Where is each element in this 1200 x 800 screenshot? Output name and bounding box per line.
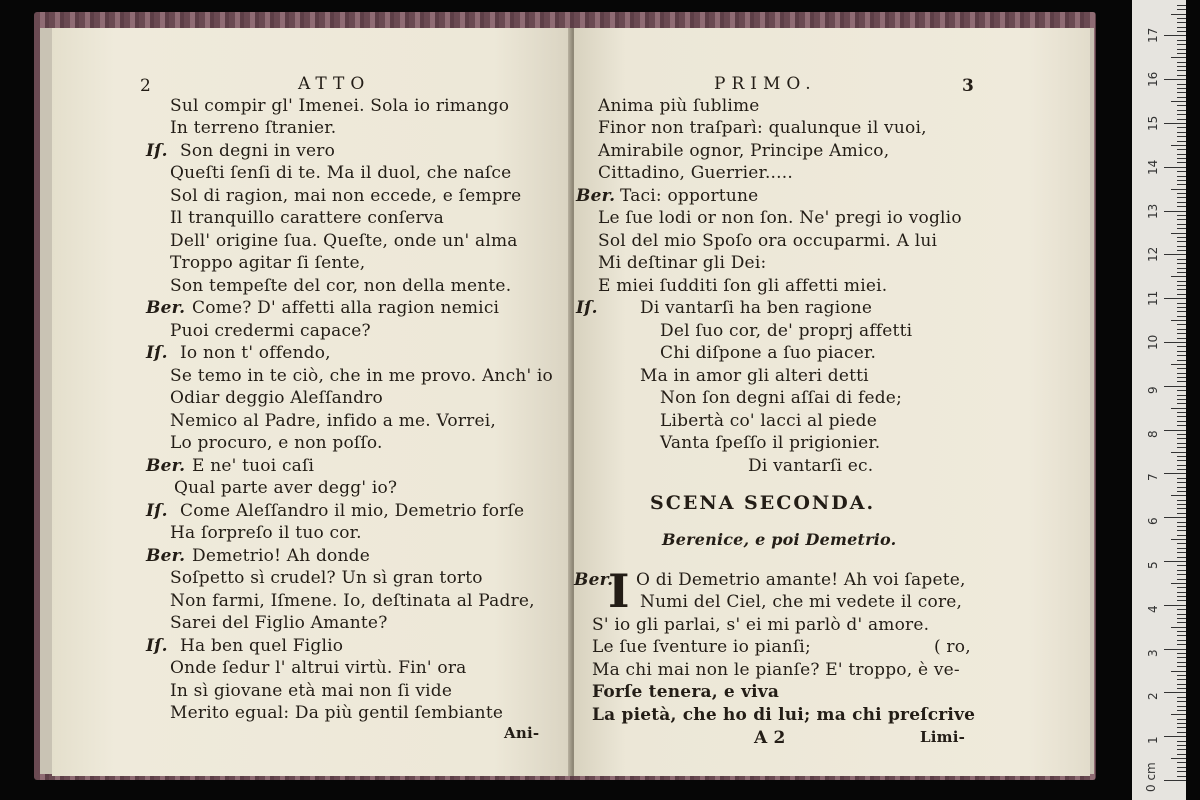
ruler-tick: [1177, 272, 1186, 273]
ruler-tick: [1177, 141, 1186, 142]
ruler-tick: [1171, 145, 1186, 146]
text-line: Cittadino, Guerrier.....: [598, 163, 793, 183]
text-line: Onde ſedur l' altrui virtù. Fin' ora: [170, 658, 467, 678]
ruler-tick: [1177, 281, 1186, 282]
ruler-tick: [1177, 136, 1186, 137]
ruler-tick: [1177, 158, 1186, 159]
ruler-tick: [1177, 745, 1186, 746]
ruler-tick: [1177, 9, 1186, 10]
ruler-tick: [1177, 206, 1186, 207]
ruler-tick: [1164, 211, 1186, 212]
dropcap: I: [608, 564, 630, 618]
ruler-tick: [1164, 123, 1186, 124]
ruler-number: 17: [1146, 28, 1160, 44]
ruler-tick: [1177, 197, 1186, 198]
ruler-tick: [1164, 167, 1186, 168]
text-line: Chi diſpone a ſuo piacer.: [660, 343, 877, 363]
ruler-tick: [1177, 425, 1186, 426]
ruler-tick: [1177, 438, 1186, 439]
ruler-tick: [1177, 416, 1186, 417]
ruler-tick: [1164, 430, 1186, 431]
ruler-tick: [1177, 5, 1186, 6]
text-line: Io non t' offendo,: [180, 343, 331, 363]
speaker-label: Ber.: [146, 298, 186, 318]
speaker-label: Iſ.: [146, 343, 168, 363]
ruler-tick: [1164, 736, 1186, 737]
ruler-tick: [1177, 311, 1186, 312]
ruler-tick: [1177, 88, 1186, 89]
ruler-number: 16: [1146, 71, 1160, 88]
ruler-tick: [1171, 627, 1186, 628]
text-line: Libertà co' lacci al piede: [660, 411, 877, 431]
ruler-tick: [1177, 675, 1186, 676]
ruler-tick: [1177, 460, 1186, 461]
ruler-tick: [1171, 276, 1186, 277]
ruler-tick: [1164, 692, 1186, 693]
ruler-tick: [1177, 684, 1186, 685]
text-line: Sarei del Figlio Amante?: [170, 613, 388, 633]
ruler-tick: [1164, 473, 1186, 474]
text-line: Vanta ſpeſſo il prigionier.: [660, 433, 881, 453]
text-line: Numi del Ciel, che mi vedete il core,: [640, 592, 963, 612]
text-line: Come? D' affetti alla ragion nemici: [192, 298, 500, 318]
ruler-tick: [1164, 561, 1186, 562]
ruler-tick: [1177, 508, 1186, 509]
ruler-tick: [1171, 364, 1186, 365]
ruler-number: 11: [1146, 290, 1160, 307]
ruler-tick: [1177, 40, 1186, 41]
ruler-tick: [1164, 386, 1186, 387]
ruler-tick: [1177, 592, 1186, 593]
ruler-tick: [1177, 180, 1186, 181]
ruler-tick: [1177, 162, 1186, 163]
text-line: Sol del mio Spoſo ora occuparmi. A lui: [598, 231, 938, 251]
ruler-number: 1: [1146, 736, 1160, 745]
ruler-tick: [1177, 412, 1186, 413]
text-line: Non farmi, Iſmene. Io, deſtinata al Padre,: [170, 591, 535, 611]
ruler-number: 7: [1146, 473, 1160, 482]
ruler-tick: [1177, 127, 1186, 128]
ruler-tick: [1177, 53, 1186, 54]
ruler-tick: [1177, 762, 1186, 763]
ruler-tick: [1177, 241, 1186, 242]
ruler-tick: [1171, 583, 1186, 584]
measuring-ruler: [1132, 0, 1186, 800]
text-line: E ne' tuoi caſi: [192, 456, 315, 476]
ruler-tick: [1177, 679, 1186, 680]
ruler-tick: [1177, 565, 1186, 566]
ruler-tick: [1177, 754, 1186, 755]
ruler-number: 3: [1146, 648, 1160, 657]
ruler-tick: [1177, 219, 1186, 220]
text-line: Ha ben quel Figlio: [180, 636, 344, 656]
ruler-tick: [1171, 14, 1186, 15]
ruler-tick: [1177, 237, 1186, 238]
text-line: Di vantarſi ec.: [748, 456, 874, 476]
text-line: Se temo in te ciò, che in me provo. Anch' io: [170, 366, 553, 386]
ruler-tick: [1177, 552, 1186, 553]
text-line: Soſpetto sì crudel? Un sì gran torto: [170, 568, 483, 588]
ruler-tick: [1177, 224, 1186, 225]
ruler-tick: [1177, 487, 1186, 488]
text-line: Nemico al Padre, infido a me. Vorrei,: [170, 411, 496, 431]
ruler-tick: [1177, 285, 1186, 286]
ruler-tick: [1177, 399, 1186, 400]
ruler-tick: [1177, 390, 1186, 391]
ruler-tick: [1177, 587, 1186, 588]
ruler-tick: [1171, 408, 1186, 409]
ruler-tick: [1177, 653, 1186, 654]
ruler-tick: [1171, 452, 1186, 453]
text-line: Son degni in vero: [180, 141, 336, 161]
ruler-tick: [1177, 360, 1186, 361]
text-line: Di vantarſi ha ben ragione: [640, 298, 873, 318]
ruler-tick: [1177, 307, 1186, 308]
text-line: Taci: opportune: [620, 186, 759, 206]
ruler-number: 15: [1146, 115, 1160, 131]
ruler-tick: [1177, 741, 1186, 742]
text-line: Mi deſtinar gli Dei:: [598, 253, 767, 273]
ruler-tick: [1177, 635, 1186, 636]
ruler-tick: [1177, 368, 1186, 369]
text-line: La pietà, che ho di lui; ma chi preſcrive: [592, 705, 976, 725]
ruler-tick: [1177, 723, 1186, 724]
ruler-tick: [1177, 395, 1186, 396]
ruler-tick: [1177, 596, 1186, 597]
ruler-tick: [1177, 289, 1186, 290]
text-line: Ha ſorpreſo il tuo cor.: [170, 523, 362, 543]
ruler-number: 14: [1146, 159, 1160, 175]
ruler-tick: [1177, 640, 1186, 641]
ruler-tick: [1177, 618, 1186, 619]
ruler-tick: [1177, 600, 1186, 601]
ruler-tick: [1171, 189, 1186, 190]
ruler-tick: [1177, 316, 1186, 317]
text-line: Lo procuro, e non poſſo.: [170, 433, 383, 453]
text-line: Demetrio! Ah donde: [192, 546, 370, 566]
ruler-number: 10: [1146, 334, 1160, 350]
ruler-tick: [1177, 154, 1186, 155]
ruler-number: 12: [1146, 247, 1160, 263]
ruler-tick: [1177, 548, 1186, 549]
ruler-tick: [1177, 303, 1186, 304]
ruler-tick: [1177, 482, 1186, 483]
ruler-tick: [1177, 18, 1186, 19]
speaker-label: Iſ.: [146, 141, 168, 161]
ruler-tick: [1177, 44, 1186, 45]
ruler-tick: [1177, 513, 1186, 514]
text-line: Sul compir gl' Imenei. Sola io rimango: [170, 96, 510, 116]
text-line: O di Demetrio amante! Ah voi ſapete,: [636, 570, 966, 590]
ruler-tick: [1177, 749, 1186, 750]
text-line: Puoi credermi capace?: [170, 321, 371, 341]
ruler-tick: [1177, 535, 1186, 536]
page-number: 2: [140, 76, 152, 96]
ruler-tick: [1177, 346, 1186, 347]
text-line: Finor non traſparì: qualunque il vuoi,: [598, 118, 927, 138]
ruler-tick: [1177, 215, 1186, 216]
ruler-tick: [1177, 491, 1186, 492]
ruler-tick: [1177, 434, 1186, 435]
text-line: Queſti ſenſi di te. Ma il duol, che naſce: [170, 163, 512, 183]
ruler-tick: [1177, 421, 1186, 422]
ruler-tick: [1177, 688, 1186, 689]
ruler-tick: [1177, 228, 1186, 229]
ruler-tick: [1164, 342, 1186, 343]
ruler-tick: [1177, 338, 1186, 339]
ruler-tick: [1177, 662, 1186, 663]
text-line: Il tranquillo carattere conſerva: [170, 208, 444, 228]
ruler-tick: [1177, 246, 1186, 247]
ruler-number: 4: [1146, 605, 1160, 613]
speaker-label: Ber.: [146, 456, 186, 476]
text-line: ( ro,: [934, 637, 971, 657]
ruler-tick: [1177, 171, 1186, 172]
text-line: In sì giovane età mai non ſi vide: [170, 681, 453, 701]
ruler-tick: [1177, 710, 1186, 711]
ruler-tick: [1177, 250, 1186, 251]
ruler-tick: [1177, 697, 1186, 698]
ruler-tick: [1177, 706, 1186, 707]
ruler-number: 6: [1146, 517, 1160, 526]
ruler-tick: [1177, 403, 1186, 404]
ruler-tick: [1164, 649, 1186, 650]
catchword: Ani-: [504, 724, 540, 742]
ruler-tick: [1164, 780, 1186, 781]
ruler-tick: [1177, 324, 1186, 325]
ruler-tick: [1177, 294, 1186, 295]
ruler-tick: [1177, 644, 1186, 645]
ruler-tick: [1177, 75, 1186, 76]
text-line: Anima più ſublime: [598, 96, 760, 116]
ruler-tick: [1177, 574, 1186, 575]
ruler-tick: [1177, 522, 1186, 523]
speaker-label: Ber.: [576, 186, 616, 206]
ruler-tick: [1177, 355, 1186, 356]
ruler-tick: [1171, 320, 1186, 321]
ruler-tick: [1177, 373, 1186, 374]
ruler-tick: [1177, 557, 1186, 558]
ruler-tick: [1164, 79, 1186, 80]
ruler-tick: [1177, 27, 1186, 28]
ruler-tick: [1177, 329, 1186, 330]
ruler-tick: [1177, 657, 1186, 658]
ruler-tick: [1177, 381, 1186, 382]
ruler-tick: [1177, 263, 1186, 264]
ruler-tick: [1177, 92, 1186, 93]
ruler-tick: [1177, 614, 1186, 615]
ruler-tick: [1177, 447, 1186, 448]
text-line: Ma in amor gli alteri detti: [640, 366, 869, 386]
ruler-tick: [1177, 22, 1186, 23]
ruler-tick: [1177, 333, 1186, 334]
ruler-tick: [1177, 114, 1186, 115]
ruler-tick: [1177, 570, 1186, 571]
ruler-tick: [1164, 517, 1186, 518]
ruler-tick: [1177, 666, 1186, 667]
ruler-tick: [1177, 105, 1186, 106]
text-line: Odiar deggio Aleſſandro: [170, 388, 383, 408]
text-line: Amirabile ognor, Principe Amico,: [598, 141, 890, 161]
ruler-tick: [1177, 66, 1186, 67]
text-line: E miei ſudditi ſon gli affetti miei.: [598, 276, 888, 296]
text-line: Del ſuo cor, de' proprj affetti: [660, 321, 913, 341]
ruler-tick: [1177, 530, 1186, 531]
text-line: In terreno ſtranier.: [170, 118, 337, 138]
text-line: Son tempeſte del cor, non della mente.: [170, 276, 512, 296]
ruler-tick: [1177, 443, 1186, 444]
scene-title: SCENA SECONDA.: [650, 492, 876, 514]
text-line: Merito egual: Da più gentil ſembiante: [170, 703, 504, 723]
text-line: Ma chi mai non le pianſe? E' troppo, è ve-: [592, 660, 960, 680]
ruler-tick: [1177, 543, 1186, 544]
text-line: Sol di ragion, mai non eccede, e ſempre: [170, 186, 522, 206]
ruler-tick: [1177, 631, 1186, 632]
ruler-tick: [1177, 84, 1186, 85]
ruler-number: 9: [1146, 386, 1160, 394]
ruler-tick: [1177, 504, 1186, 505]
ruler-number: 2: [1146, 692, 1160, 701]
ruler-tick: [1177, 49, 1186, 50]
ruler-tick: [1171, 495, 1186, 496]
ruler-tick: [1171, 101, 1186, 102]
ruler-unit-label: 0 cm: [1144, 762, 1158, 792]
ruler-tick: [1177, 456, 1186, 457]
ruler-tick: [1171, 714, 1186, 715]
left-page: [52, 28, 572, 776]
ruler-tick: [1177, 767, 1186, 768]
ruler-tick: [1177, 62, 1186, 63]
right-page: [574, 28, 1090, 776]
ruler-tick: [1177, 119, 1186, 120]
ruler-tick: [1171, 57, 1186, 58]
catchword: Limi-: [920, 728, 966, 746]
ruler-tick: [1171, 233, 1186, 234]
ruler-tick: [1177, 259, 1186, 260]
speaker-label: Ber.: [574, 570, 614, 590]
ruler-tick: [1177, 701, 1186, 702]
page-number: 3: [962, 76, 975, 96]
ruler-tick: [1177, 771, 1186, 772]
ruler-tick: [1171, 671, 1186, 672]
ruler-number: 13: [1146, 203, 1160, 219]
text-line: Non ſon degni aſſai di fede;: [660, 388, 902, 408]
ruler-tick: [1177, 110, 1186, 111]
ruler-tick: [1164, 35, 1186, 36]
ruler-tick: [1177, 622, 1186, 623]
ruler-number: 5: [1146, 561, 1160, 569]
ruler-tick: [1177, 465, 1186, 466]
speaker-label: Iſ.: [576, 298, 598, 318]
ruler-tick: [1177, 478, 1186, 479]
text-line: Come Aleſſandro il mio, Demetrio forſe: [180, 501, 525, 521]
ruler-tick: [1177, 184, 1186, 185]
text-line: Le ſue lodi or non ſon. Ne' pregi io voglio: [598, 208, 962, 228]
ruler-tick: [1177, 351, 1186, 352]
ruler-tick: [1164, 254, 1186, 255]
running-head: PRIMO.: [714, 74, 817, 94]
signature-mark: A 2: [754, 728, 786, 748]
text-line: Le ſue ſventure io pianſi;: [592, 637, 811, 657]
ruler-tick: [1171, 539, 1186, 540]
ruler-tick: [1177, 97, 1186, 98]
ruler-tick: [1177, 719, 1186, 720]
speaker-label: Iſ.: [146, 501, 168, 521]
ruler-tick: [1164, 298, 1186, 299]
ruler-tick: [1164, 605, 1186, 606]
ruler-tick: [1177, 609, 1186, 610]
ruler-tick: [1177, 149, 1186, 150]
ruler-tick: [1177, 268, 1186, 269]
ruler-tick: [1177, 70, 1186, 71]
scene-cast: Berenice, e poi Demetrio.: [662, 530, 897, 549]
text-line: Forſe tenera, e viva: [592, 682, 780, 702]
text-line: Dell' origine ſua. Queſte, onde un' alma: [170, 231, 518, 251]
ruler-tick: [1177, 31, 1186, 32]
speaker-label: Iſ.: [146, 636, 168, 656]
ruler-tick: [1177, 727, 1186, 728]
ruler-tick: [1177, 469, 1186, 470]
ruler-tick: [1171, 758, 1186, 759]
ruler-number: 8: [1146, 429, 1160, 438]
ruler-tick: [1177, 377, 1186, 378]
ruler-tick: [1177, 526, 1186, 527]
text-line: Qual parte aver degg' io?: [174, 478, 398, 498]
ruler-tick: [1177, 732, 1186, 733]
ruler-tick: [1177, 500, 1186, 501]
speaker-label: Ber.: [146, 546, 186, 566]
running-head: ATTO: [298, 74, 371, 94]
ruler-tick: [1177, 176, 1186, 177]
ruler-tick: [1177, 193, 1186, 194]
ruler-tick: [1177, 776, 1186, 777]
ruler-tick: [1177, 579, 1186, 580]
ruler-tick: [1177, 202, 1186, 203]
text-line: S' io gli parlai, s' ei mi parlò d' amore.: [592, 615, 930, 635]
ruler-tick: [1177, 132, 1186, 133]
text-line: Troppo agitar ſi ſente,: [170, 253, 366, 273]
